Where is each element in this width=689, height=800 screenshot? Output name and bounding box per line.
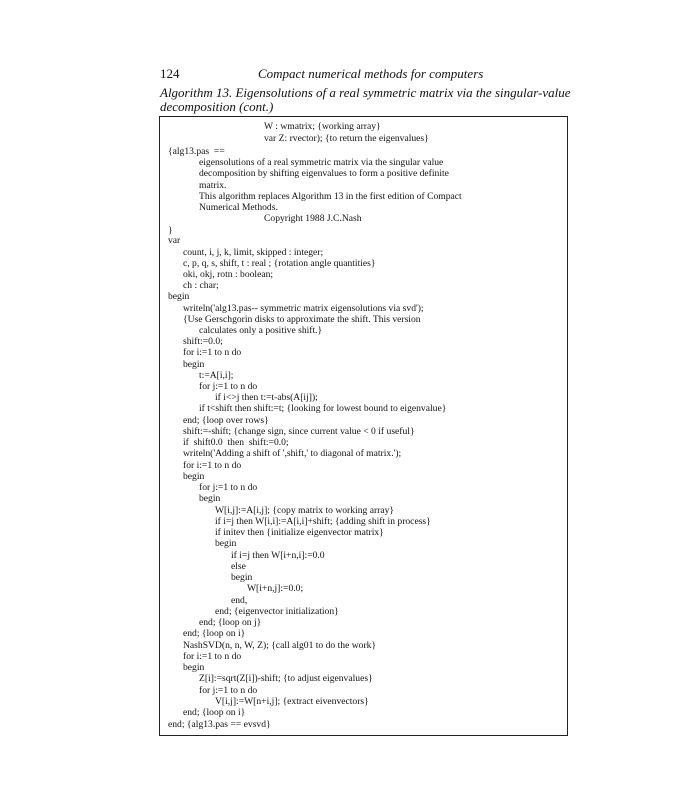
code-line: {alg13.pas ==: [168, 146, 225, 157]
code-line: begin: [199, 493, 221, 504]
code-line: begin: [215, 538, 237, 549]
code-line: var Z: rvector); {to return the eigenvalues}: [264, 133, 429, 144]
code-line: W[i+n,j]:=0.0;: [247, 583, 304, 594]
code-line: if i=j then W[i+n,i]:=0.0: [231, 550, 325, 561]
code-line: ch : char;: [183, 280, 219, 291]
code-line: if initev then {initialize eigenvector matrix}: [215, 527, 384, 538]
code-line: {Use Gerschgorin disks to approximate the shift. This version: [183, 314, 421, 325]
code-line: shift:=-shift; {change sign, since current value < 0 if useful}: [183, 426, 415, 437]
code-line: begin: [183, 359, 205, 370]
code-line: for j:=1 to n do: [199, 482, 258, 493]
code-line: if i=j then W[i,i]:=A[i,i]+shift; {adding shift in process}: [215, 516, 431, 527]
code-line: NashSVD(n, n, W, Z); {call alg01 to do the work}: [183, 640, 377, 651]
code-line: for i:=1 to n do: [183, 651, 242, 662]
code-line: }: [168, 225, 173, 236]
code-line: t:=A[i,i];: [199, 370, 234, 381]
code-line: else: [231, 561, 246, 572]
code-line: for i:=1 to n do: [183, 460, 242, 471]
code-line: eigensolutions of a real symmetric matrix via the singular value: [199, 157, 444, 168]
code-line: matrix.: [199, 180, 227, 191]
algorithm-caption: [160, 86, 600, 114]
code-line: begin: [183, 662, 205, 673]
code-line: V[i,j]:=W[n+i,j]; {extract eivenvectors}: [215, 696, 369, 707]
code-line: if shift0.0 then shift:=0.0;: [183, 437, 289, 448]
code-line: if i<>j then t:=t-abs(A[ij]);: [215, 392, 318, 403]
caption-line: Algorithm 13. Eigensolutions of a real symmetric matrix via the singular-value: [160, 85, 571, 100]
code-line: shift:=0.0;: [183, 336, 223, 347]
code-line: W[i,j]:=A[i,j]; {copy matrix to working array}: [215, 505, 394, 516]
page-number: 124: [160, 66, 180, 81]
code-line: begin: [168, 291, 190, 302]
code-line: Copyright 1988 J.C.Nash: [264, 213, 362, 224]
code-line: end; {alg13.pas == evsvd}: [168, 719, 271, 730]
code-line: W : wmatrix; {working array}: [264, 121, 381, 132]
code-line: end; {loop on i}: [183, 707, 246, 718]
code-line: for j:=1 to n do: [199, 381, 258, 392]
code-line: Numerical Methods.: [199, 202, 278, 213]
code-line: decomposition by shifting eigenvalues to form a positive definite: [199, 168, 449, 179]
code-line: end; {loop over rows}: [183, 415, 269, 426]
running-title: Compact numerical methods for computers: [258, 66, 484, 81]
code-line: writeln('Adding a shift of ',shift,' to diagonal of matrix.');: [183, 448, 402, 459]
code-line: writeln('alg13.pas-- symmetric matrix eigensolutions via svd');: [183, 303, 424, 314]
code-line: This algorithm replaces Algorithm 13 in the first edition of Compact: [199, 191, 462, 202]
code-line: begin: [231, 572, 253, 583]
code-line: for j:=1 to n do: [199, 685, 258, 696]
code-line: oki, okj, rotn : boolean;: [183, 269, 274, 280]
code-line: if t<shift then shift:=t; {looking for lowest bound to eigenvalue}: [199, 403, 447, 414]
code-line: var: [168, 235, 181, 246]
code-line: for i:=1 to n do: [183, 347, 242, 358]
code-line: end; {loop on j}: [199, 617, 262, 628]
code-line: end; {eigenvector initialization}: [215, 606, 339, 617]
code-line: begin: [183, 471, 205, 482]
code-line: end; {loop on i}: [183, 628, 246, 639]
code-line: count, i, j, k, limit, skipped : integer;: [183, 247, 324, 258]
code-line: Z[i]:=sqrt(Z[i])-shift; {to adjust eigenvalues}: [199, 673, 373, 684]
code-line: end,: [231, 595, 248, 606]
code-line: c, p, q, s, shift, t : real ; {rotation angle quantities}: [183, 258, 376, 269]
caption-line: decomposition (cont.): [160, 99, 274, 114]
code-line: calculates only a positive shift.}: [199, 325, 323, 336]
